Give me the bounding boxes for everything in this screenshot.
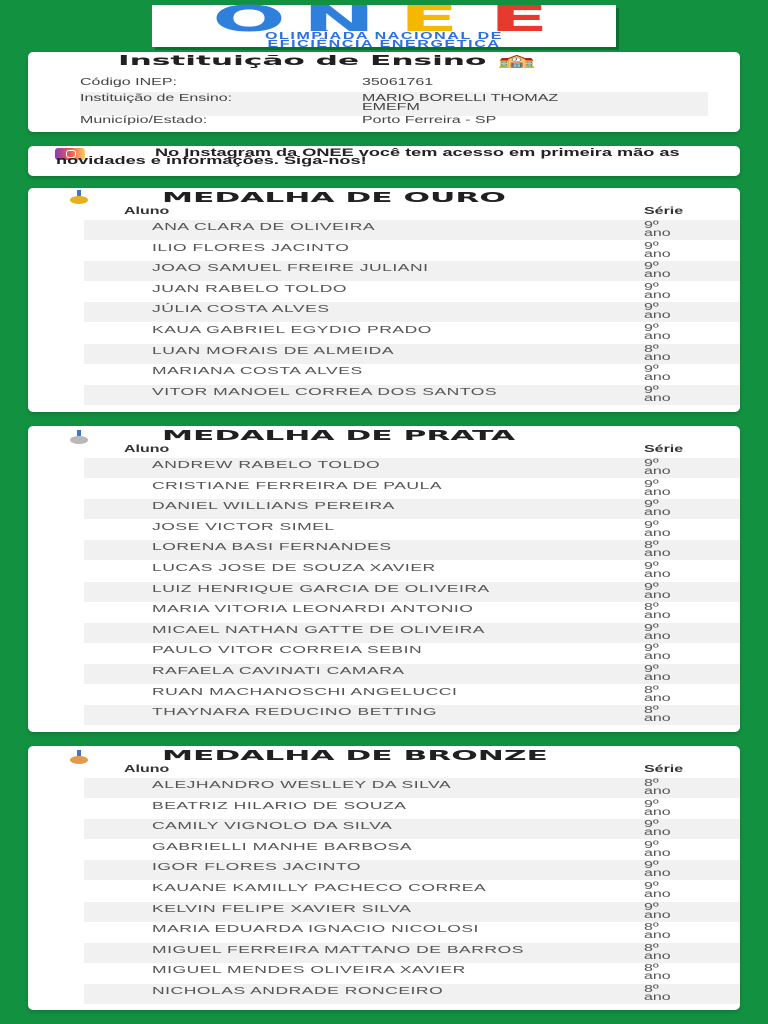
- column-serie-header: Série: [644, 764, 684, 775]
- student-serie: 9º ano: [644, 478, 671, 498]
- student-serie: 9º ano: [644, 901, 671, 921]
- gold-medal-icon: [70, 196, 88, 204]
- student-name: LORENA BASI FERNANDES: [152, 542, 392, 554]
- logo-letter-e1: E: [399, 0, 459, 40]
- bronze-medal-icon: [70, 756, 88, 764]
- column-aluno-header: Aluno: [124, 206, 170, 217]
- table-row: [84, 499, 740, 519]
- student-serie: 8º ano: [644, 343, 671, 363]
- table-row: [84, 685, 740, 705]
- logo-letter-e2: E: [489, 0, 549, 40]
- student-name: KAUANE KAMILLY PACHECO CORREA: [152, 883, 487, 894]
- student-name: MIGUEL FERREIRA MATTANO DE BARROS: [152, 944, 524, 956]
- table-row: [84, 364, 740, 384]
- student-name: ANDREW RABELO TOLDO: [152, 460, 381, 471]
- student-name: MIGUEL MENDES OLIVEIRA XAVIER: [152, 965, 466, 977]
- student-name: JÚLIA COSTA ALVES: [152, 304, 330, 316]
- info-value-inep: 35061761: [362, 77, 434, 88]
- student-name: PAULO VITOR CORREIA SEBIN: [152, 645, 423, 657]
- info-key-institution: Instituição de Ensino:: [80, 93, 233, 104]
- info-value-institution: MARIO BORELLI THOMAZ EMEFM: [362, 93, 559, 113]
- student-name: ANA CLARA DE OLIVEIRA: [152, 222, 376, 233]
- student-name: GABRIELLI MANHE BARBOSA: [152, 841, 413, 853]
- table-row: [84, 799, 740, 819]
- student-serie: 9º ano: [644, 302, 671, 322]
- student-serie: 8º ano: [644, 942, 671, 962]
- table-row: [84, 963, 740, 983]
- school-info-card: [28, 52, 740, 132]
- student-name: CRISTIANE FERREIRA DE PAULA: [152, 480, 443, 492]
- student-name: BEATRIZ HILARIO DE SOUZA: [152, 800, 407, 812]
- student-name: RUAN MACHANOSCHI ANGELUCCI: [152, 686, 458, 698]
- table-row: [84, 479, 740, 499]
- student-serie: 9º ano: [644, 519, 671, 539]
- school-icon: 🏫: [497, 54, 537, 69]
- column-aluno-header: Aluno: [124, 444, 170, 455]
- gold-medal-title: MEDALHA DE OURO: [162, 191, 506, 206]
- student-name: LUCAS JOSE DE SOUZA XAVIER: [152, 563, 436, 574]
- silver-medal-card: [28, 426, 740, 732]
- table-row: [84, 840, 740, 860]
- student-serie: 8º ano: [644, 602, 671, 622]
- student-name: VITOR MANOEL CORREA DOS SANTOS: [152, 386, 498, 398]
- student-name: THAYNARA REDUCINO BETTING: [152, 707, 438, 719]
- student-name: IGOR FLORES JACINTO: [152, 862, 361, 874]
- student-serie: 9º ano: [644, 819, 671, 839]
- table-row: [84, 705, 740, 725]
- student-serie: 9º ano: [644, 664, 671, 683]
- table-row: [84, 943, 740, 963]
- instagram-text: No Instagram da ONEE você tem acesso em primeira mão as novidades e informações. Siga-nos!: [56, 147, 680, 167]
- student-name: ILIO FLORES JACINTO: [152, 242, 350, 254]
- student-serie: 9º ano: [644, 240, 671, 260]
- student-name: LUAN MORAIS DE ALMEIDA: [152, 345, 395, 357]
- student-serie: 9º ano: [644, 220, 671, 239]
- table-row: [84, 220, 740, 240]
- student-serie: 8º ano: [644, 963, 671, 983]
- table-row: [84, 902, 740, 922]
- bronze-medal-card: [28, 746, 740, 1010]
- table-row: [84, 261, 740, 281]
- student-serie: 9º ano: [644, 281, 671, 301]
- table-row: [84, 664, 740, 684]
- student-serie: 9º ano: [644, 499, 671, 519]
- student-serie: 8º ano: [644, 922, 671, 942]
- student-serie: 8º ano: [644, 778, 671, 797]
- table-row: [84, 881, 740, 901]
- info-row-city: [80, 116, 740, 136]
- table-row: [84, 582, 740, 602]
- student-serie: 9º ano: [644, 561, 671, 580]
- student-name: MICAEL NATHAN GATTE DE OLIVEIRA: [152, 624, 485, 636]
- table-row: [84, 623, 740, 643]
- logo-letter-o: O: [212, 0, 286, 40]
- table-row: [84, 643, 740, 663]
- info-value-city: Porto Ferreira - SP: [362, 115, 497, 126]
- student-serie: 9º ano: [644, 458, 671, 477]
- table-row: [84, 458, 740, 478]
- student-serie: 8º ano: [644, 540, 671, 560]
- student-serie: 8º ano: [644, 705, 671, 725]
- student-serie: 9º ano: [644, 643, 671, 663]
- student-serie: 9º ano: [644, 881, 671, 900]
- silver-medal-title: MEDALHA DE PRATA: [162, 429, 516, 444]
- student-name: RAFAELA CAVINATI CAMARA: [152, 666, 405, 677]
- column-aluno-header: Aluno: [124, 764, 170, 775]
- student-serie: 9º ano: [644, 839, 671, 859]
- info-key-city: Município/Estado:: [80, 115, 208, 126]
- column-serie-header: Série: [644, 206, 684, 217]
- student-name: CAMILY VIGNOLO DA SILVA: [152, 821, 393, 833]
- student-name: JUAN RABELO TOLDO: [152, 283, 348, 295]
- student-serie: 8º ano: [644, 984, 671, 1003]
- student-name: ALEJHANDRO WESLLEY DA SILVA: [152, 780, 452, 791]
- student-name: NICHOLAS ANDRADE RONCEIRO: [152, 986, 444, 997]
- info-key-inep: Código INEP:: [80, 77, 177, 88]
- student-name: KELVIN FELIPE XAVIER SILVA: [152, 903, 412, 915]
- table-row: [84, 984, 740, 1004]
- student-serie: 9º ano: [644, 323, 671, 342]
- student-name: KAUA GABRIEL EGYDIO PRADO: [152, 325, 432, 336]
- student-serie: 9º ano: [644, 261, 671, 281]
- table-row: [84, 860, 740, 880]
- info-row-institution: [80, 92, 708, 116]
- student-serie: 9º ano: [644, 384, 671, 404]
- logo-subtitle-line1: OLIMPÍADA NACIONAL DE: [264, 31, 504, 42]
- instagram-banner[interactable]: [28, 146, 740, 176]
- table-row: [84, 819, 740, 839]
- student-serie: 9º ano: [644, 364, 671, 384]
- gold-medal-card: [28, 188, 740, 412]
- table-row: [84, 540, 740, 560]
- table-row: [84, 241, 740, 261]
- table-row: [84, 302, 740, 322]
- student-name: JOAO SAMUEL FREIRE JULIANI: [152, 263, 429, 275]
- table-row: [84, 385, 740, 405]
- column-serie-header: Série: [644, 444, 684, 455]
- student-serie: 9º ano: [644, 798, 671, 818]
- table-row: [84, 778, 740, 798]
- table-row: [84, 602, 740, 622]
- logo-letter-n: N: [302, 0, 376, 40]
- student-name: DANIEL WILLIANS PEREIRA: [152, 501, 395, 513]
- student-name: MARIA VITORIA LEONARDI ANTONIO: [152, 604, 474, 616]
- student-serie: 9º ano: [644, 622, 671, 642]
- logo-subtitle-line2: EFICIÊNCIA ENERGÉTICA: [267, 39, 501, 50]
- student-serie: 9º ano: [644, 860, 671, 880]
- onee-logo[interactable]: [152, 0, 616, 50]
- table-row: [84, 323, 740, 343]
- student-name: MARIANA COSTA ALVES: [152, 366, 363, 378]
- table-row: [84, 282, 740, 302]
- student-name: MARIA EDUARDA IGNACIO NICOLOSI: [152, 924, 479, 936]
- silver-medal-icon: [70, 436, 88, 444]
- bronze-medal-title: MEDALHA DE BRONZE: [162, 749, 548, 764]
- school-info-title: [118, 54, 536, 69]
- table-row: [84, 561, 740, 581]
- table-row: [84, 344, 740, 364]
- student-name: LUIZ HENRIQUE GARCIA DE OLIVEIRA: [152, 583, 490, 595]
- school-info-title-text: Instituição de Ensino: [118, 54, 487, 69]
- table-row: [84, 520, 740, 540]
- student-serie: 9º ano: [644, 581, 671, 601]
- student-name: JOSE VICTOR SIMEL: [152, 521, 335, 533]
- student-serie: 8º ano: [644, 684, 671, 704]
- table-row: [84, 922, 740, 942]
